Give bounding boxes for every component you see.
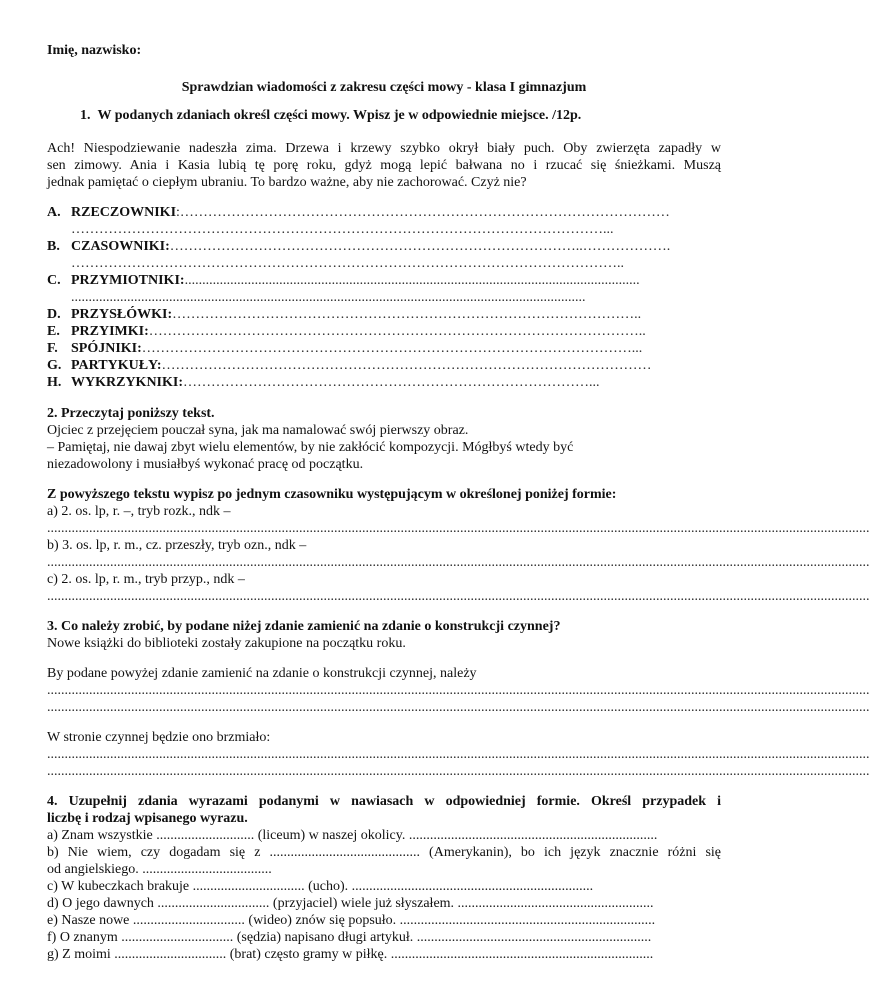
q2-text-line-2: – Pamiętaj, nie dawaj zbyt wielu elementów, by nie zakłócić kompozycji. Mógłbyś wtedy być: [47, 440, 574, 455]
q4-item-e[interactable]: e) Nasze nowe ................................ (wideo) znów się popsuło. .........................................................................: [47, 913, 656, 928]
q2-instruction: Z powyższego tekstu wypisz po jednym czasowniku występującym w określonej poniżej formie:: [47, 487, 617, 502]
q3-answer-1a[interactable]: ...........................................................................................................................................................................................................................................: [47, 683, 870, 698]
q1-text-line-3: jednak pamiętać o ciepłym ubraniu. To bardzo ważne, aby nie zachorować. Czyż nie?: [47, 175, 527, 190]
q1-title: 1. W podanych zdaniach określ części mowy. Wpisz je w odpowiednie miejsce. /12p.: [80, 108, 582, 123]
q3-prompt-2: W stronie czynnej będzie ono brzmiało:: [47, 730, 271, 745]
q1-text-line-1: Ach! Niespodziewanie nadeszła zima. Drzewa i krzewy szybko okrył biały puch. Oby zwierzęta zapadły w: [47, 141, 721, 156]
q4-item-c[interactable]: c) W kubeczkach brakuje ................................ (ucho). .....................................................................: [47, 879, 594, 894]
q1-item-c-line2[interactable]: ...................................................................................................................................................: [71, 290, 586, 305]
q3-sentence: Nowe książki do biblioteki zostały zakupione na początku roku.: [47, 636, 406, 651]
q1-item-d[interactable]: D. PRZYSŁÓWKI:………………………………………………………………………………………..: [47, 307, 642, 322]
q2-item-c: c) 2. os. lp, r. m., tryb przyp., ndk –: [47, 572, 245, 587]
q1-item-b[interactable]: B. CZASOWNIKI:……………………………………………………………………………..……………….: [47, 239, 671, 254]
q2-item-b: b) 3. os. lp, r. m., cz. przeszły, tryb ozn., ndk –: [47, 538, 307, 553]
q4-item-g[interactable]: g) Z moimi ................................ (brat) często gramy w piłkę. ...........................................................................: [47, 947, 654, 962]
q1-item-b-line2[interactable]: ………………………………………………………………………………………………………..: [71, 256, 624, 271]
q4-item-b[interactable]: b) Nie wiem, czy dogadam się z ........................................... (Amerykanin), bo ich język znacznie różni się: [47, 845, 721, 860]
q2-answer-b[interactable]: ...........................................................................................................................................................................................................................................: [47, 555, 870, 570]
q2-text-line-3: niezadowolony i musiałbyś wykonać pracę od początku.: [47, 457, 364, 472]
q4-item-f[interactable]: f) O znanym ................................ (sędzia) napisano długi artykuł. ...................................................................: [47, 930, 652, 945]
q2-answer-a[interactable]: ...........................................................................................................................................................................................................................................: [47, 521, 870, 536]
q1-item-a[interactable]: A. RZECZOWNIKI:……………………………………………………………………………………………: [47, 205, 670, 220]
q2-item-a: a) 2. os. lp, r. –, tryb rozk., ndk –: [47, 504, 231, 519]
q1-item-h[interactable]: H. WYKRZYKNIKI:……………………………………………………………………………...: [47, 375, 600, 390]
q1-text-line-2: sen zimowy. Ania i Kasia lubią tę porę roku, gdyż mogą lepić bałwana no i rzucać się śnieżkami. Muszą: [47, 158, 721, 173]
q3-title: 3. Co należy zrobić, by podane niżej zdanie zamienić na zdanie o konstrukcji czynnej?: [47, 619, 561, 634]
q3-answer-2a[interactable]: ...........................................................................................................................................................................................................................................: [47, 747, 870, 762]
q2-text-line-1: Ojciec z przejęciem pouczał syna, jak ma namalować swój pierwszy obraz.: [47, 423, 469, 438]
page-title: Sprawdzian wiadomości z zakresu części mowy - klasa I gimnazjum: [181, 80, 587, 95]
q2-answer-c[interactable]: ...........................................................................................................................................................................................................................................: [47, 589, 870, 604]
q1-item-f[interactable]: F. SPÓJNIKI:……………………………………………………………………………………………...: [47, 341, 643, 356]
q3-answer-1b[interactable]: ...........................................................................................................................................................................................................................................: [47, 700, 870, 715]
name-field-label: Imię, nazwisko:: [47, 43, 142, 58]
q4-title-line-2: liczbę i rodzaj wpisanego wyrazu.: [47, 811, 248, 826]
q1-item-a-line2[interactable]: ……………………………………………………………………………………………………...: [71, 222, 614, 237]
q1-item-c[interactable]: C. PRZYMIOTNIKI:..................................................................................................................................: [47, 273, 640, 288]
q1-item-g[interactable]: G. PARTYKUŁY:……………………………………………………………………………………………: [47, 358, 652, 373]
q4-title-line-1: 4. Uzupełnij zdania wyrazami podanymi w nawiasach w odpowiedniej formie. Określ przypadek i: [47, 794, 721, 809]
q3-answer-2b[interactable]: ...........................................................................................................................................................................................................................................: [47, 764, 870, 779]
q4-item-a[interactable]: a) Znam wszystkie ............................ (liceum) w naszej okolicy. .......................................................................: [47, 828, 658, 843]
q3-prompt-1: By podane powyżej zdanie zamienić na zdanie o konstrukcji czynnej, należy: [47, 666, 477, 681]
q4-item-d[interactable]: d) O jego dawnych ................................ (przyjaciel) wiele już słyszałem. ........................................................: [47, 896, 654, 911]
q1-item-e[interactable]: E. PRZYIMKI:……………………………………………………………………………………………..: [47, 324, 646, 339]
q4-item-b-cont[interactable]: od angielskiego. .....................................: [47, 862, 272, 877]
q2-title: 2. Przeczytaj poniższy tekst.: [47, 406, 215, 421]
